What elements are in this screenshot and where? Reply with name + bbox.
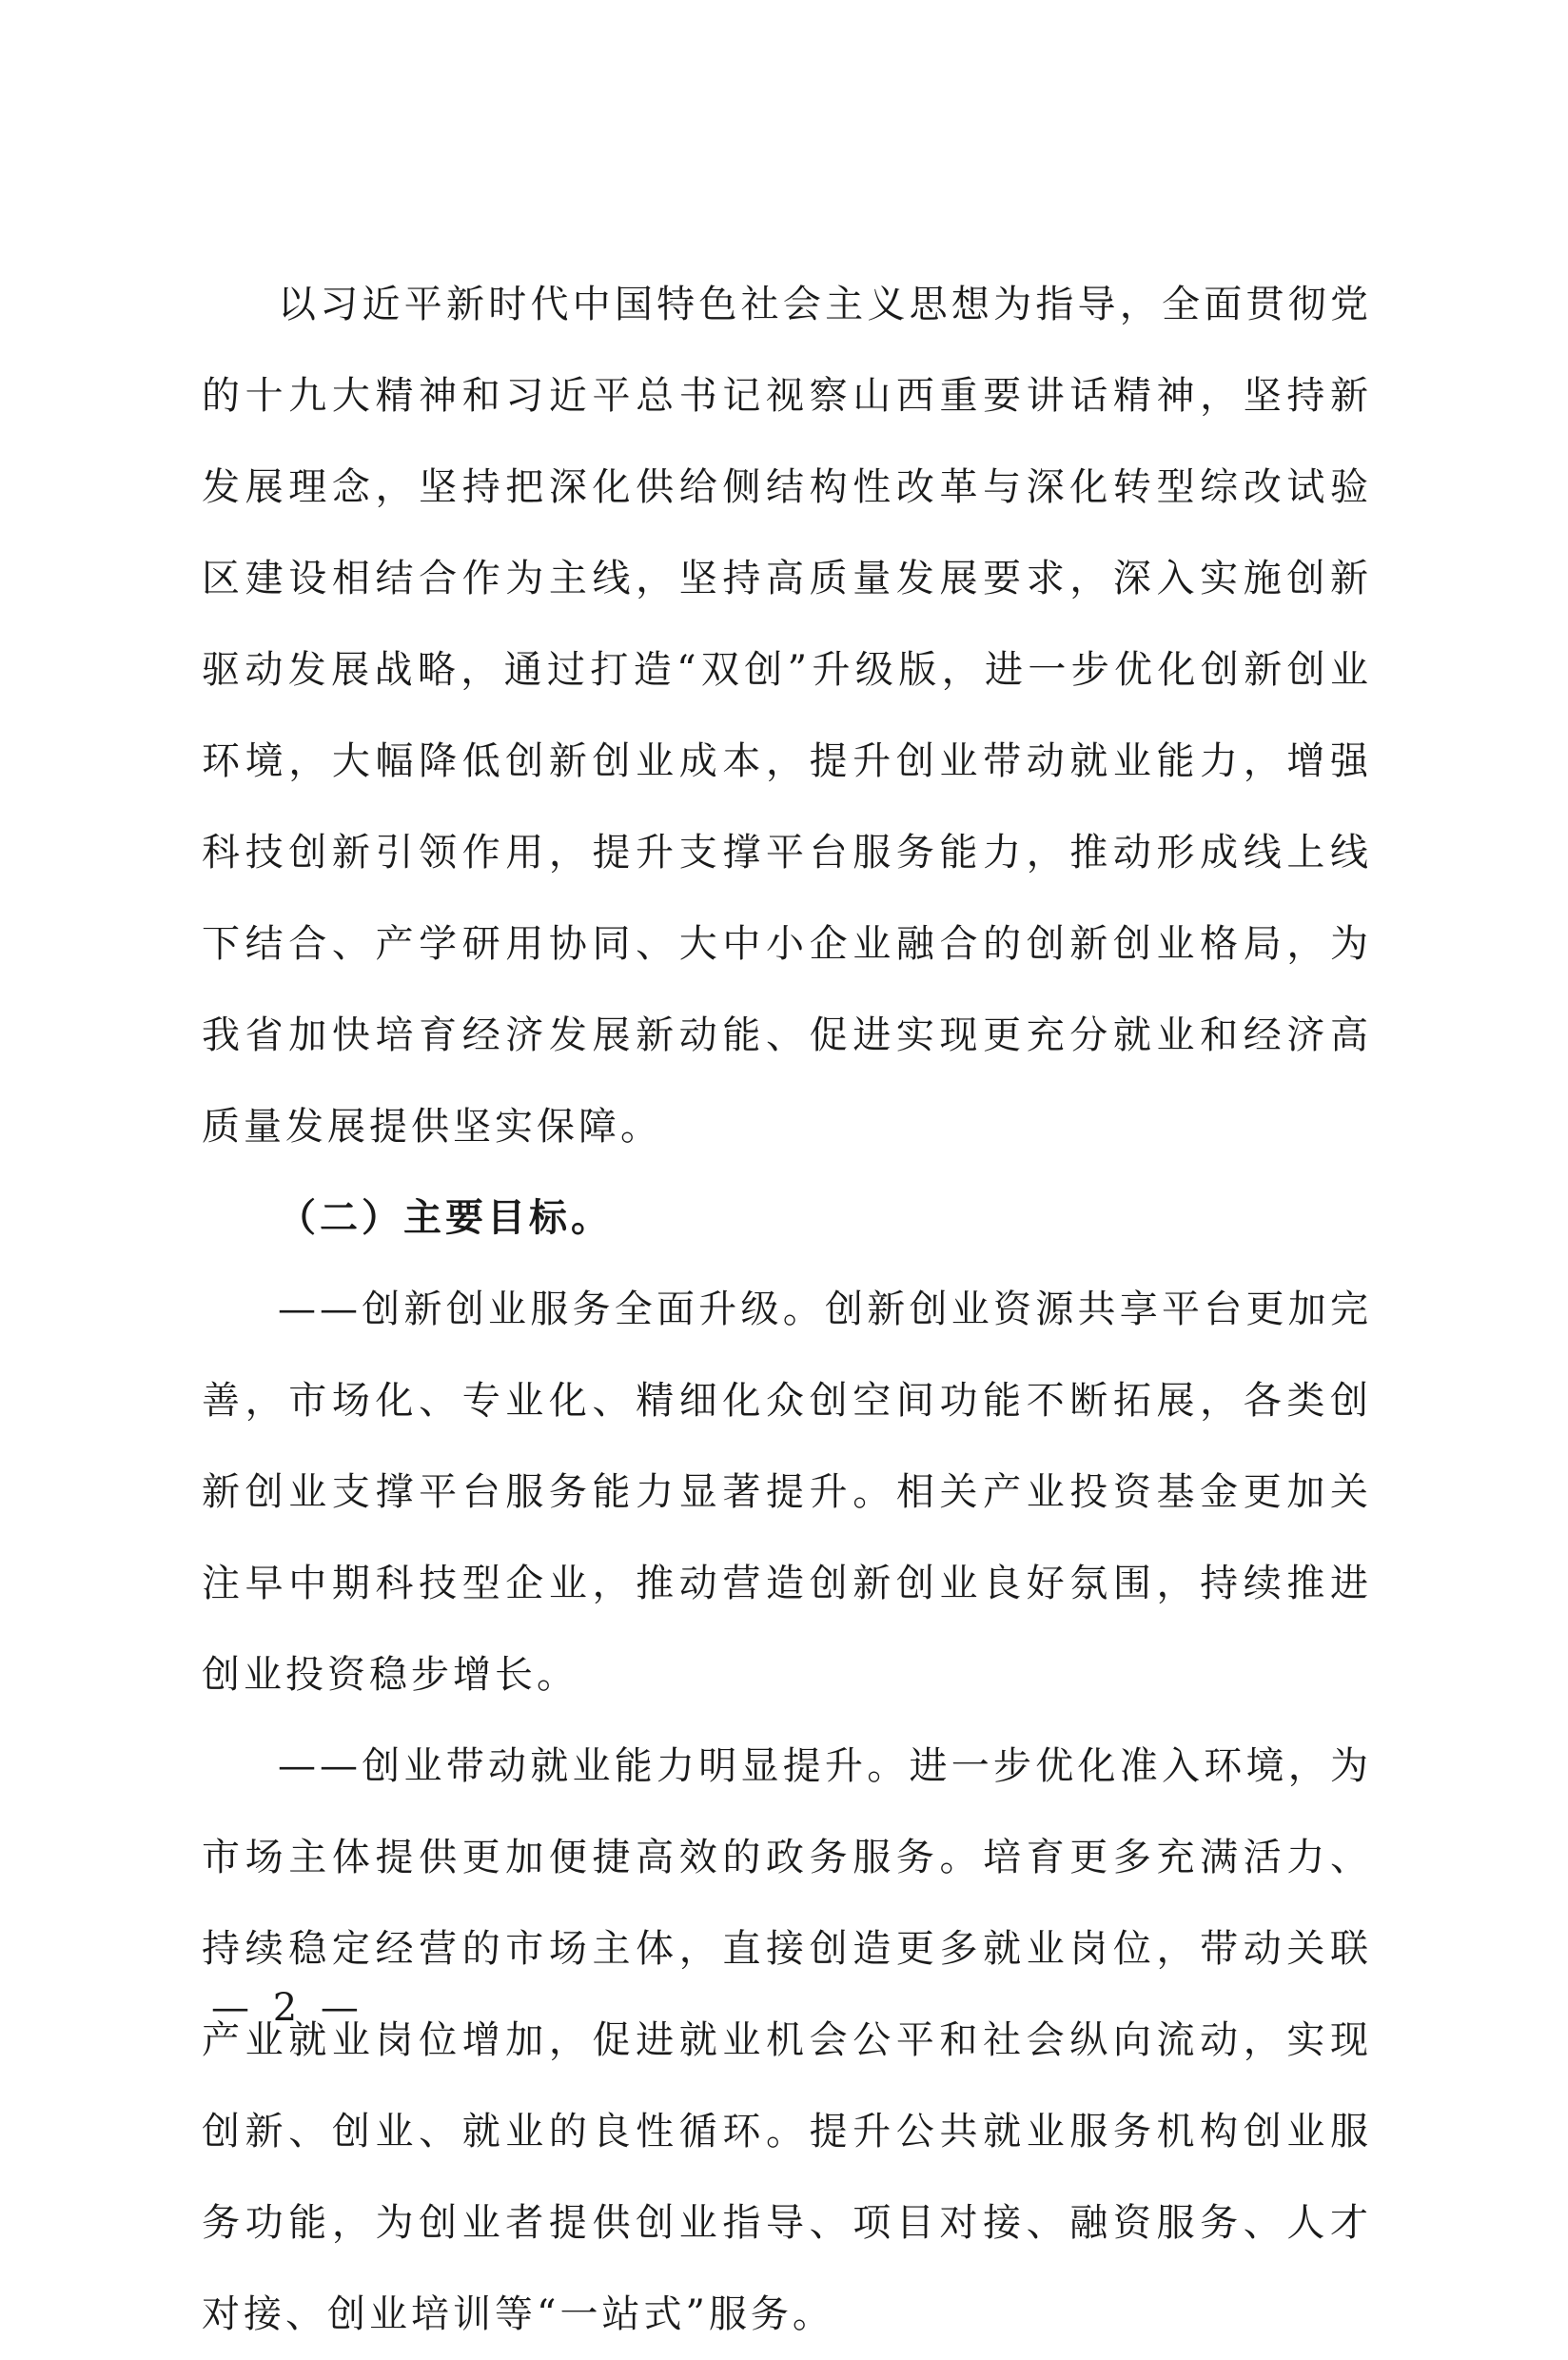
guiding-ideology-paragraph: 以习近平新时代中国特色社会主义思想为指导，全面贯彻党的十九大精神和习近平总书记视察山西重要讲话精神，坚持新发展理念，坚持把深化供给侧结构性改革与深化转型综改试验区建设相结合作为主线，坚持高质量发展要求，深入实施创新驱动发展战略，通过打造“双创”升级版，进一步优化创新创业环境，大幅降低创新创业成本，提升创业带动就业能力，增强科技创新引领作用，提升支撑平台服务能力，推动形成线上线下结合、产学研用协同、大中小企业融合的创新创业格局，为我省加快培育经济发展新动能、促进实现更充分就业和经济高质量发展提供坚实保障。 (202, 283, 1372, 1149)
goal-paragraph-employment: ——创业带动就业能力明显提升。进一步优化准入环境，为市场主体提供更加便捷高效的政务服务。培育更多充满活力、持续稳定经营的市场主体，直接创造更多就业岗位，带动关联产业就业岗位增加，促进就业机会公平和社会纵向流动，实现创新、创业、就业的良性循环。提升公共就业服务机构创业服务功能，为创业者提供创业指导、项目对接、融资服务、人才对接、创业培训等“一站式”服务。 (202, 1744, 1372, 2336)
goal-paragraph-services: ——创新创业服务全面升级。创新创业资源共享平台更加完善，市场化、专业化、精细化众创空间功能不断拓展，各类创新创业支撑平台服务能力显著提升。相关产业投资基金更加关注早中期科技型企业，推动营造创新创业良好氛围，持续推进创业投资稳步增长。 (202, 1288, 1372, 1697)
page-number: — 2 — (211, 1986, 364, 2030)
main-goals-heading: （二）主要目标。 (278, 1195, 613, 1240)
document-body (202, 259, 1372, 2360)
